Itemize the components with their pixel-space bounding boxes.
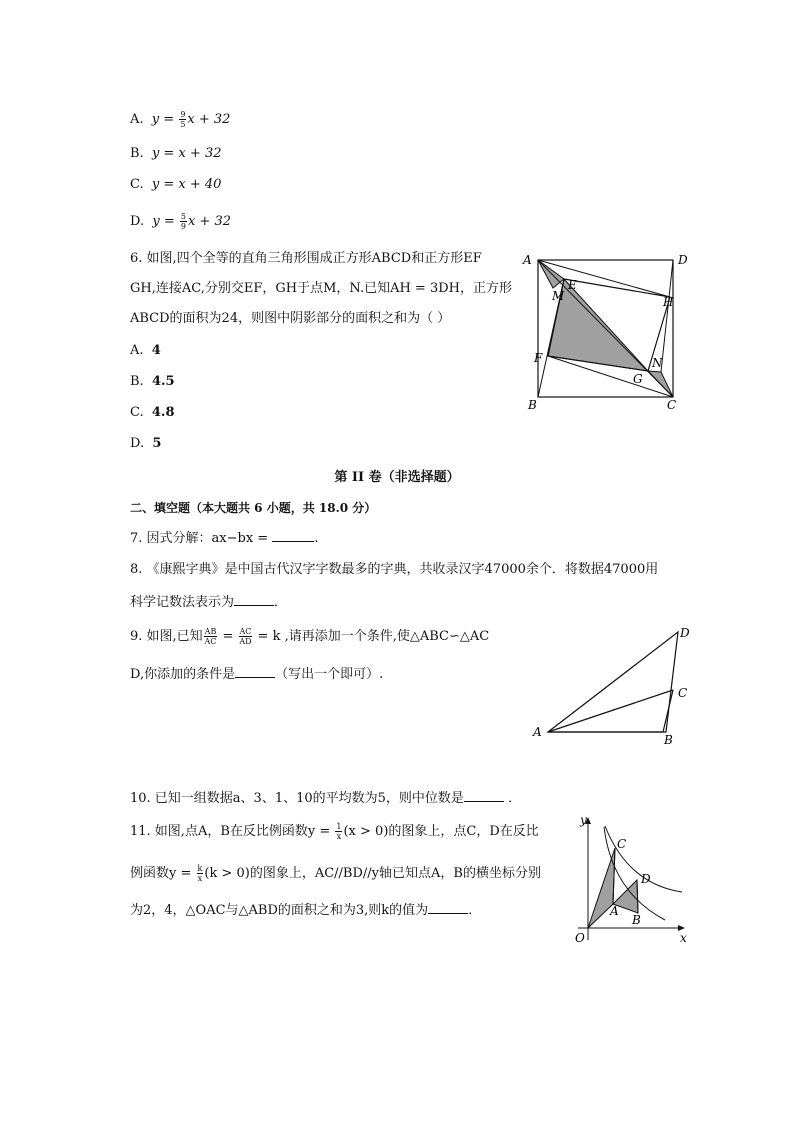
- label-b: B: [664, 733, 673, 747]
- answer-blank[interactable]: [235, 665, 275, 678]
- q6-option-c: C. 4.8: [130, 405, 175, 420]
- q6-square-figure: [520, 250, 700, 415]
- q9-line2: D,你添加的条件是 （写出一个即可）.: [130, 667, 384, 682]
- label-h: H: [663, 295, 674, 309]
- label-d: D: [641, 872, 651, 886]
- fraction: $\frac{5}{9}$: [180, 212, 186, 231]
- q11-coordinate-figure: [570, 812, 692, 952]
- q5-option-b: B. y = x + 32: [130, 146, 222, 161]
- section-heading: 二、填空题（本大题共 6 小题，共 18.0 分）: [130, 501, 377, 515]
- q5-option-d: D. y = $\frac{5}{9}$ x + 32: [130, 212, 231, 231]
- q7: 7. 因式分解：ax−bx = .: [130, 531, 319, 546]
- label-m: M: [552, 289, 565, 303]
- label-c: C: [678, 686, 688, 700]
- option-label: A.: [130, 112, 144, 127]
- fraction: $\frac{k}{x}$: [197, 864, 203, 883]
- label-o: O: [575, 931, 585, 945]
- fraction: $\frac{9}{5}$: [180, 110, 186, 129]
- option-math: y =: [151, 112, 179, 127]
- q8-line1: 8. 《康熙字典》是中国古代汉字字数最多的字典，共收录汉字47000余个．将数据47000用: [130, 562, 659, 577]
- label-d: D: [678, 253, 688, 267]
- label-b: B: [528, 398, 537, 412]
- q9-triangle-figure: [528, 620, 698, 750]
- label-e: E: [568, 278, 577, 292]
- segment-ac: [548, 690, 673, 732]
- label-g: G: [633, 372, 643, 386]
- q10: 10. 已知一组数据a、3、1、10的平均数为5，则中位数是 ．: [130, 791, 522, 806]
- q6-option-a: A. 4: [130, 343, 161, 358]
- fraction: $\frac{AC}{AD}$: [239, 627, 252, 646]
- answer-blank[interactable]: [428, 901, 468, 914]
- label-a: A: [523, 253, 532, 267]
- answer-blank[interactable]: [234, 593, 274, 606]
- label-c: C: [617, 837, 627, 851]
- fraction: $\frac{AB}{AC}$: [204, 627, 217, 646]
- fraction: $\frac{1}{x}$: [336, 822, 342, 841]
- option-math: x + 32: [187, 112, 231, 127]
- segment-cb: [663, 690, 673, 732]
- label-a: A: [610, 904, 619, 918]
- q6-stem-line3: ABCD的面积为24，则图中阴影部分的面积之和为（ ）: [130, 311, 451, 326]
- q11-line1: 11. 如图,点A，B在反比例函数y = $\frac{1}{x}$ (x > 0)的图象上，点C，D在反比: [130, 822, 539, 841]
- q11-line2: 例函数y = $\frac{k}{x}$ (k > 0)的图象上，AC//BD//y轴已知点A，B的横坐标分别: [130, 864, 541, 883]
- answer-blank[interactable]: [272, 529, 314, 542]
- q5-option-c: C. y = x + 40: [130, 177, 222, 192]
- q6-stem-line1: 6. 如图,四个全等的直角三角形围成正方形ABCD和正方形EF: [130, 251, 482, 266]
- triangle-acd-outline: [548, 632, 678, 732]
- label-a: A: [533, 725, 542, 739]
- label-f: F: [534, 351, 543, 365]
- q11-line3: 为2，4，△OAC与△ABD的面积之和为3,则k的值为 ．: [130, 903, 482, 918]
- label-x: x: [680, 931, 687, 945]
- label-n: N: [652, 356, 663, 370]
- q6-stem-line2: GH,连接AC,分别交EF，GH于点M，N.已知AH = 3DH，正方形: [130, 281, 512, 296]
- label-d: D: [680, 626, 690, 640]
- q6-option-b: B. 4.5: [130, 374, 175, 389]
- q9-line1: 9. 如图,已知 $\frac{AB}{AC}$ = $\frac{AC}{AD}$ = k ,请再添加一个条件,使△ABC∽△AC: [130, 627, 490, 646]
- label-y: y: [580, 813, 587, 827]
- label-c: C: [667, 398, 677, 412]
- segment: [661, 260, 673, 372]
- label-b: B: [632, 913, 641, 927]
- q6-option-d: D. 5: [130, 436, 162, 451]
- q8-line2: 科学记数法表示为 ．: [130, 595, 288, 610]
- q5-option-a: [130, 110, 230, 129]
- part2-title: 第 II 卷（非选择题）: [334, 470, 460, 485]
- answer-blank[interactable]: [464, 789, 504, 802]
